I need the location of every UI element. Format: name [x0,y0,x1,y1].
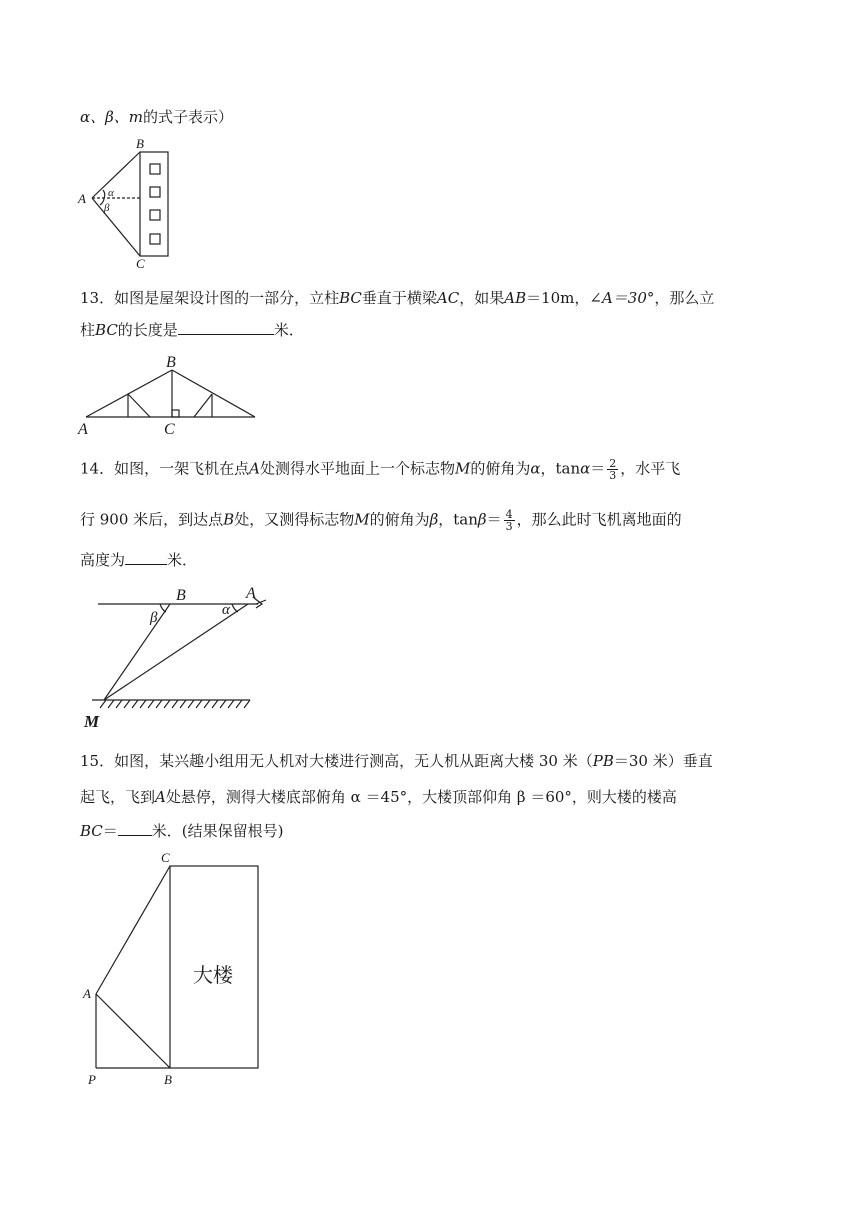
q14-a: A [249,459,260,478]
fig13-label-a: A [78,421,88,438]
q13-text: 垂直于横梁 [361,289,437,307]
fig13-label-c: C [164,421,175,438]
ground-hatch-mark [196,700,202,708]
q14-alpha: α [530,459,541,478]
q13-ab: AB [504,289,527,307]
q14-text: ，那么此时飞机离地面的 [516,510,682,529]
q15-text: ＝ [102,822,118,840]
q13-text: 如图是屋架设计图的一部分，立柱 [114,289,340,307]
ground-hatch-mark [116,700,122,708]
fig15-label-p: P [88,1072,96,1087]
ground-hatch-mark [228,700,234,708]
q14-text: 如图，一架飞机在点 [114,459,250,478]
q14-fraction-1 [607,458,618,481]
q15-a: A [155,788,166,806]
q14-text: 行 900 米后，到达点 [80,510,224,529]
q13-ac: AC [436,289,460,307]
ground-hatch-mark [164,700,170,708]
q13-text: ，如果 [459,289,505,307]
fig14-label-b: B [176,587,186,604]
q15-answer-blank [118,821,152,836]
ground-hatch-mark [156,700,162,708]
fraction-numerator: 2 [609,457,617,470]
q14-text: ，tan [540,459,581,478]
q15-bc: BC [80,822,103,840]
fig14-label-a: A [246,585,256,602]
fig13-label-b: B [166,354,176,371]
q14-answer-blank [125,550,167,565]
q14-m: M [354,510,370,529]
q15-line-2 [80,787,677,807]
q14-text: ，tan [438,510,478,529]
q14-line-2 [80,509,682,532]
fig12-label-a: A [78,191,86,206]
q14-alpha: α [580,459,591,478]
fraction-numerator: 4 [505,508,513,521]
q12-tail-line [80,107,233,127]
q14-text: ，水平飞 [620,459,681,478]
ground-hatch-mark [204,700,210,708]
q12-tail-text: 的式子表示） [143,108,234,126]
q13-line-1 [80,288,714,308]
q14-text: 的俯角为 [369,510,430,529]
q14-text: 处测得水平地面上一个标志物 [259,459,455,478]
q15-text: 处悬停，测得大楼底部俯角 α ＝45°，大楼顶部仰角 β ＝60°，则大楼的楼高 [165,788,677,806]
q14-b: B [223,510,235,529]
ground-hatch-mark [212,700,218,708]
fig15-label-c: C [161,850,170,865]
fraction-denominator: 3 [609,469,617,482]
q12-vars: α、β、m [80,108,144,126]
q14-fraction-2 [504,509,515,532]
fig14-label-m: M [84,712,100,731]
q13-text: 柱 [80,321,96,339]
ground-hatch-mark [108,700,114,708]
ground-hatch-mark [100,700,106,708]
q13-text: 的长度是 [117,321,178,339]
q15-pb: PB [592,752,614,770]
q14-text: ＝ [486,510,502,529]
fraction-denominator: 3 [505,520,513,533]
q14-text: 处，又测得标志物 [234,510,355,529]
q13-number: 13． [80,289,115,307]
q14-beta: β [429,510,439,529]
q15-text: ＝30 米）垂直 [613,752,713,770]
ground-hatch-mark [188,700,194,708]
ground-hatch-mark [132,700,138,708]
fig12-label-b: B [136,136,144,151]
q13-angle: ∠A＝30° [589,289,655,307]
q14-text: 的俯角为 [470,459,531,478]
ground-hatch-mark [236,700,242,708]
q15-number: 15． [80,752,115,770]
q14-text: 米． [167,551,198,569]
fig12-label-beta: β [104,202,110,214]
q13-text: ，那么立 [654,289,715,307]
fig14-label-alpha: α [222,602,230,618]
q13-text: ＝10m， [526,289,590,307]
q14-line-1 [80,458,680,481]
fig12-label-c: C [136,256,145,271]
ground-hatch-mark [220,700,226,708]
ground-hatch-mark [148,700,154,708]
q14-m: M [454,459,471,478]
q14-text: 高度为 [80,551,126,569]
ground-hatch-mark [244,700,250,708]
q14-number: 14． [80,459,115,478]
q15-text: 米．(结果保留根号) [151,822,284,840]
q14-text: ＝ [590,459,606,478]
q15-text: 如图，某兴趣小组用无人机对大楼进行测高，无人机从距离大楼 30 米（ [114,752,593,770]
q15-line-1 [80,751,713,771]
q14-line-3 [80,550,197,570]
fig12-label-alpha: α [108,187,114,199]
ground-hatch-mark [172,700,178,708]
q14-beta: β [477,510,487,529]
fig15-label-b: B [164,1072,172,1087]
q13-text: 米． [273,321,304,339]
ground-hatch-mark [124,700,130,708]
ground-hatch-mark [180,700,186,708]
q13-answer-blank [178,320,274,335]
q13-line-2 [80,320,304,340]
fig15-building-label: 大楼 [193,963,233,987]
ground-hatch-mark [140,700,146,708]
q15-text: 起飞，飞到 [80,788,156,806]
fig14-label-beta: β [150,610,158,626]
fig15-label-a: A [83,986,91,1001]
q15-line-3 [80,821,284,841]
q13-bc: BC [95,321,118,339]
q13-bc: BC [339,289,362,307]
